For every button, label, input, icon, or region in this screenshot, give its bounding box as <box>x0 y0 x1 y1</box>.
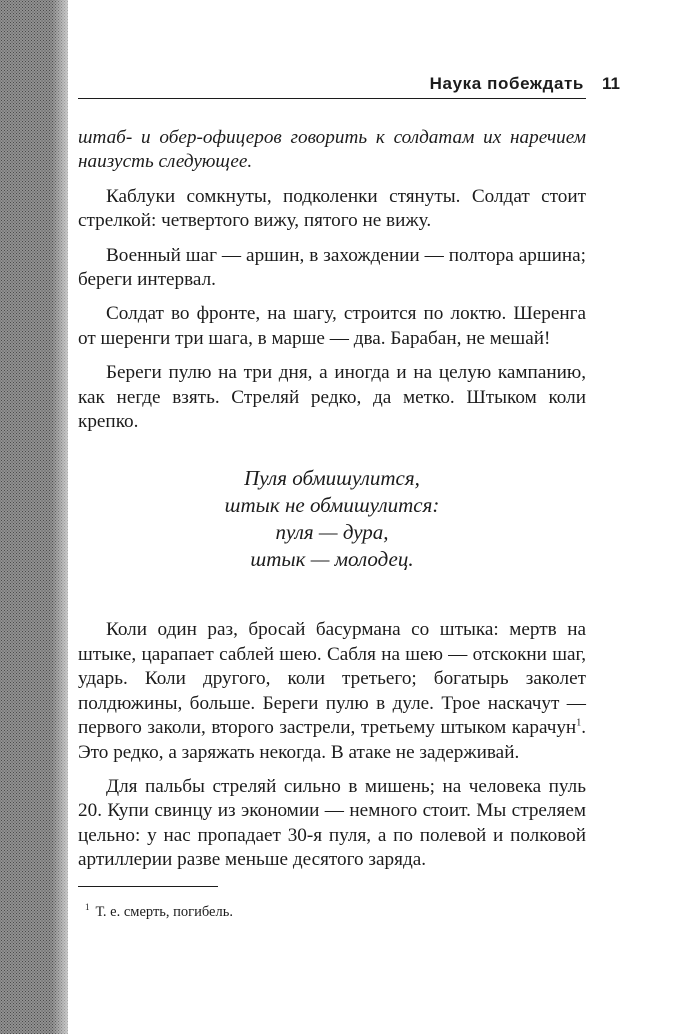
verse-quote <box>78 465 586 573</box>
paragraph: Каблуки сомкнуты, подколенки стянуты. Солдат стоит стрелкой: четвертого вижу, пятого не вижу. <box>78 185 586 232</box>
paragraph: Солдат во фронте, на шагу, строится по локтю. Шеренга от шеренги три шага, в марше — два. Барабан, не мешай! <box>78 303 586 349</box>
footnote-rule <box>78 886 218 887</box>
verse-line: Пуля обмишулится, <box>244 466 420 491</box>
main-text <box>78 126 586 883</box>
paragraph-continued: штаб- и обер-офицеров говорить к солдатам их наречием наизусть следующее. <box>78 127 586 173</box>
paragraph: Военный шаг — аршин, в захождении — полтора аршина; береги интервал. <box>78 244 586 291</box>
footnote <box>85 898 233 921</box>
spine-fade <box>52 0 68 1034</box>
verse-line: пуля — дура, <box>275 520 389 545</box>
paragraph <box>78 618 586 764</box>
running-head <box>78 70 586 99</box>
paragraph: Для пальбы стреляй сильно в мишень; на человека пуль 20. Купи свинцу из экономии — немного стоит. Мы стреляем цельно: у нас пропадает 30-я пуля, а по полевой и полковой артиллерии разве меньше десятого заряда. <box>78 775 586 871</box>
paragraph-text: Коли один раз, бросай басурмана со штыка: мертв на штыке, царапает саблей шею. Сабля на шею — отскокни шаг, ударь. Коли другого, коли третьего; богатырь заколет полдюжины, больше. Береги пулю в дуле. Трое наскачут — первого заколи, второго застрели, третьему штыком карачун <box>78 619 586 739</box>
verse-line: штык — молодец. <box>250 547 414 572</box>
running-head-title: Наука побеждать <box>429 74 584 93</box>
footnote-mark: 1 <box>85 902 90 912</box>
footnote-reference[interactable]: 1 <box>576 717 582 729</box>
paragraph-text: . Это редко, а заряжать некогда. В атаке не задерживай. <box>78 717 586 763</box>
paragraph: Береги пулю на три дня, а иногда и на целую кампанию, как негде взять. Стреляй редко, да метко. Штыком коли крепко. <box>78 362 586 433</box>
footnote-text: Т. е. смерть, погибель. <box>95 903 233 920</box>
verse-line: штык не обмишулится: <box>224 493 440 518</box>
page-number: 11 <box>602 74 620 93</box>
